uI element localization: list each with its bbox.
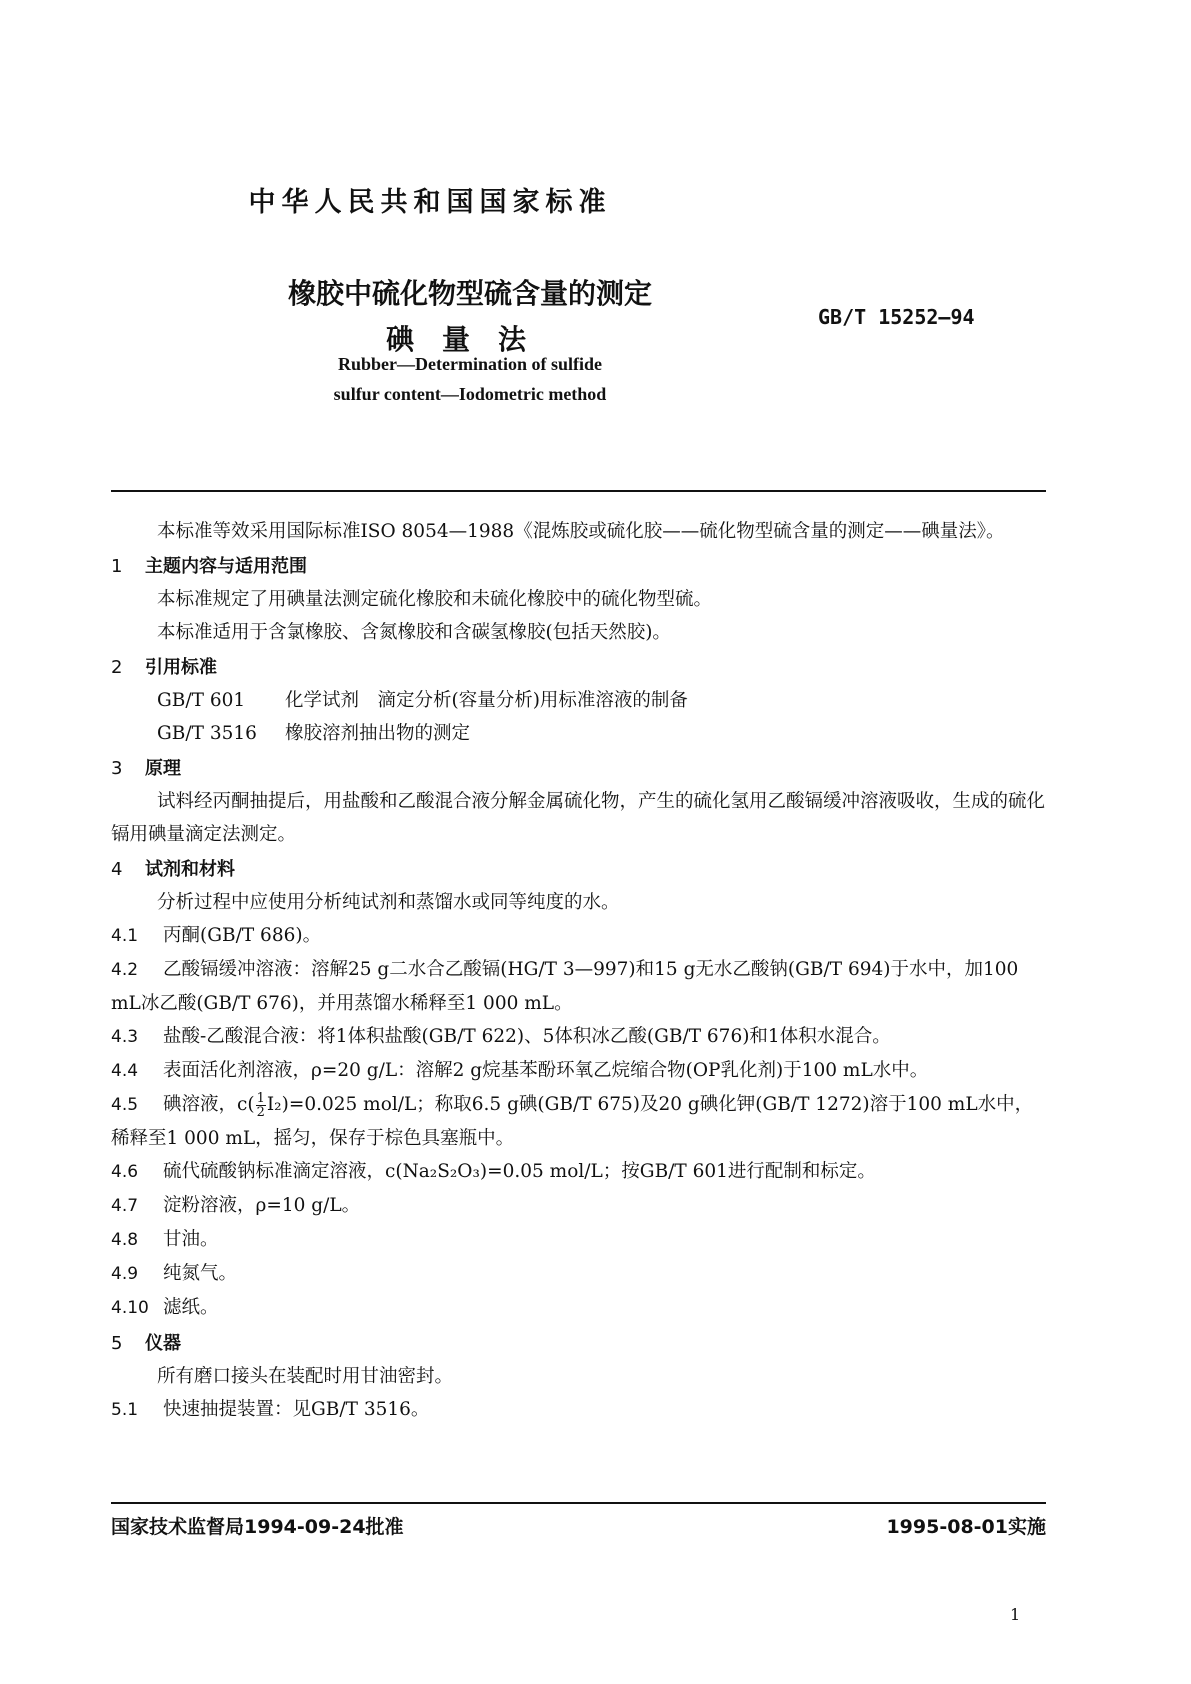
clause-number: 4.7 xyxy=(111,1196,139,1216)
clause-text: 滤纸。 xyxy=(163,1297,219,1318)
clause-item xyxy=(111,1257,1046,1291)
clause-item xyxy=(111,1223,1046,1257)
section-1-heading xyxy=(111,550,1046,583)
clause-item xyxy=(111,953,1046,1020)
clause-text: 硫代硫酸钠标准滴定溶液，c(Na₂S₂O₃)=0.05 mol/L；按GB/T 601进行配制和标定。 xyxy=(163,1161,876,1182)
section-number: 1 xyxy=(111,556,123,577)
clause-item xyxy=(111,1155,1046,1189)
clause-text: 淀粉溶液，ρ=10 g/L。 xyxy=(163,1195,361,1216)
fraction-denominator: 2 xyxy=(256,1104,265,1120)
clause-item xyxy=(111,1189,1046,1223)
fraction xyxy=(256,1092,266,1119)
reference-text: 橡胶溶剂抽出物的测定 xyxy=(285,723,471,744)
clause-item xyxy=(111,1393,1046,1427)
reference-code: GB/T 3516 xyxy=(157,723,257,744)
title-en-line2: sulfur content—Iodometric method xyxy=(333,384,607,404)
clause-number: 4.3 xyxy=(111,1027,139,1047)
clause-number: 4.4 xyxy=(111,1061,139,1081)
clause-number: 4.1 xyxy=(111,926,139,946)
paragraph: 本标准规定了用碘量法测定硫化橡胶和未硫化橡胶中的硫化物型硫。 xyxy=(157,589,713,610)
clause-text: 纯氮气。 xyxy=(163,1263,238,1284)
section-title: 原理 xyxy=(145,758,181,779)
reference-item xyxy=(111,717,1046,750)
section-number: 5 xyxy=(111,1333,123,1354)
section-title: 试剂和材料 xyxy=(145,859,235,880)
reference-item xyxy=(111,684,1046,717)
paragraph: 分析过程中应使用分析纯试剂和蒸馏水或同等纯度的水。 xyxy=(157,892,620,913)
clause-item xyxy=(111,1020,1046,1054)
section-3-heading xyxy=(111,752,1046,785)
title-cn-line1: 橡胶中硫化物型硫含量的测定 xyxy=(287,277,652,310)
reference-text: 化学试剂 滴定分析(容量分析)用标准溶液的制备 xyxy=(285,690,688,711)
clause-text: 乙酸镉缓冲溶液：溶解25 g二水合乙酸镉(HG/T 3—997)和15 g无水乙酸钠(GB/T 694)于水中，加100 mL冰乙酸(GB/T 676)，并用蒸馏水稀释至1 000 mL。 xyxy=(111,959,1019,1014)
clause-number: 4.2 xyxy=(111,960,139,980)
clause-text: I₂)=0.025 mol/L；称取6.5 g碘(GB/T 675)及20 g碘化钾(GB/T 1272)溶于100 mL水中，稀释至1 000 mL，摇匀，保存于棕色具塞瓶中。 xyxy=(111,1094,1034,1149)
clause-item xyxy=(111,1054,1046,1088)
clause-text: 表面活化剂溶液，ρ=20 g/L：溶解2 g烷基苯酚环氧乙烷缩合物(OP乳化剂)于100 mL水中。 xyxy=(163,1060,929,1081)
standard-code: GB/T 15252—94 xyxy=(818,305,975,329)
clause-number: 4.8 xyxy=(111,1230,139,1250)
clause-text: 快速抽提装置：见GB/T 3516。 xyxy=(163,1399,430,1420)
page-number: 1 xyxy=(1010,1605,1021,1624)
clause-number: 4.10 xyxy=(111,1298,149,1318)
footer-divider xyxy=(111,1502,1046,1504)
clause-number: 5.1 xyxy=(111,1400,139,1420)
paragraph: 试料经丙酮抽提后，用盐酸和乙酸混合液分解金属硫化物，产生的硫化氢用乙酸镉缓冲溶液吸收，生成的硫化镉用碘量滴定法测定。 xyxy=(111,791,1046,845)
clause-number: 4.5 xyxy=(111,1095,139,1115)
clause-number: 4.6 xyxy=(111,1162,139,1182)
section-number: 3 xyxy=(111,758,123,779)
intro-paragraph: 本标准等效采用国际标准ISO 8054—1988《混炼胶或硫化胶——硫化物型硫含量的测定——碘量法》。 xyxy=(157,521,1005,542)
header-divider xyxy=(111,490,1046,492)
title-cn-line2: 碘量法 xyxy=(385,323,554,356)
section-number: 2 xyxy=(111,657,123,678)
clause-item xyxy=(111,1291,1046,1325)
clause-text-prefix: 碘溶液，c( xyxy=(163,1094,255,1115)
national-standard-heading: 中华人民共和国国家标准 xyxy=(248,187,612,218)
clause-text: 甘油。 xyxy=(163,1229,219,1250)
section-title: 引用标准 xyxy=(145,657,217,678)
section-number: 4 xyxy=(111,859,123,880)
clause-text: 盐酸-乙酸混合液：将1体积盐酸(GB/T 622)、5体积冰乙酸(GB/T 676)和1体积水混合。 xyxy=(163,1026,891,1047)
section-4-heading xyxy=(111,853,1046,886)
reference-code: GB/T 601 xyxy=(157,690,246,711)
clause-text: 丙酮(GB/T 686)。 xyxy=(163,925,322,946)
clause-item xyxy=(111,1088,1046,1155)
fraction-numerator: 1 xyxy=(256,1090,265,1106)
paragraph: 本标准适用于含氯橡胶、含氮橡胶和含碳氢橡胶(包括天然胶)。 xyxy=(157,622,671,643)
section-2-heading xyxy=(111,651,1046,684)
section-title: 仪器 xyxy=(145,1333,181,1354)
effective-date: 1995-08-01实施 xyxy=(886,1516,1046,1538)
clause-item xyxy=(111,919,1046,953)
section-title: 主题内容与适用范围 xyxy=(145,556,307,577)
paragraph: 所有磨口接头在装配时用甘油密封。 xyxy=(157,1366,454,1387)
document-body xyxy=(111,515,1046,1427)
title-en-line1: Rubber—Determination of sulfide xyxy=(338,354,602,374)
section-5-heading xyxy=(111,1327,1046,1360)
clause-number: 4.9 xyxy=(111,1264,139,1284)
approval-date: 国家技术监督局1994-09-24批准 xyxy=(111,1516,404,1538)
